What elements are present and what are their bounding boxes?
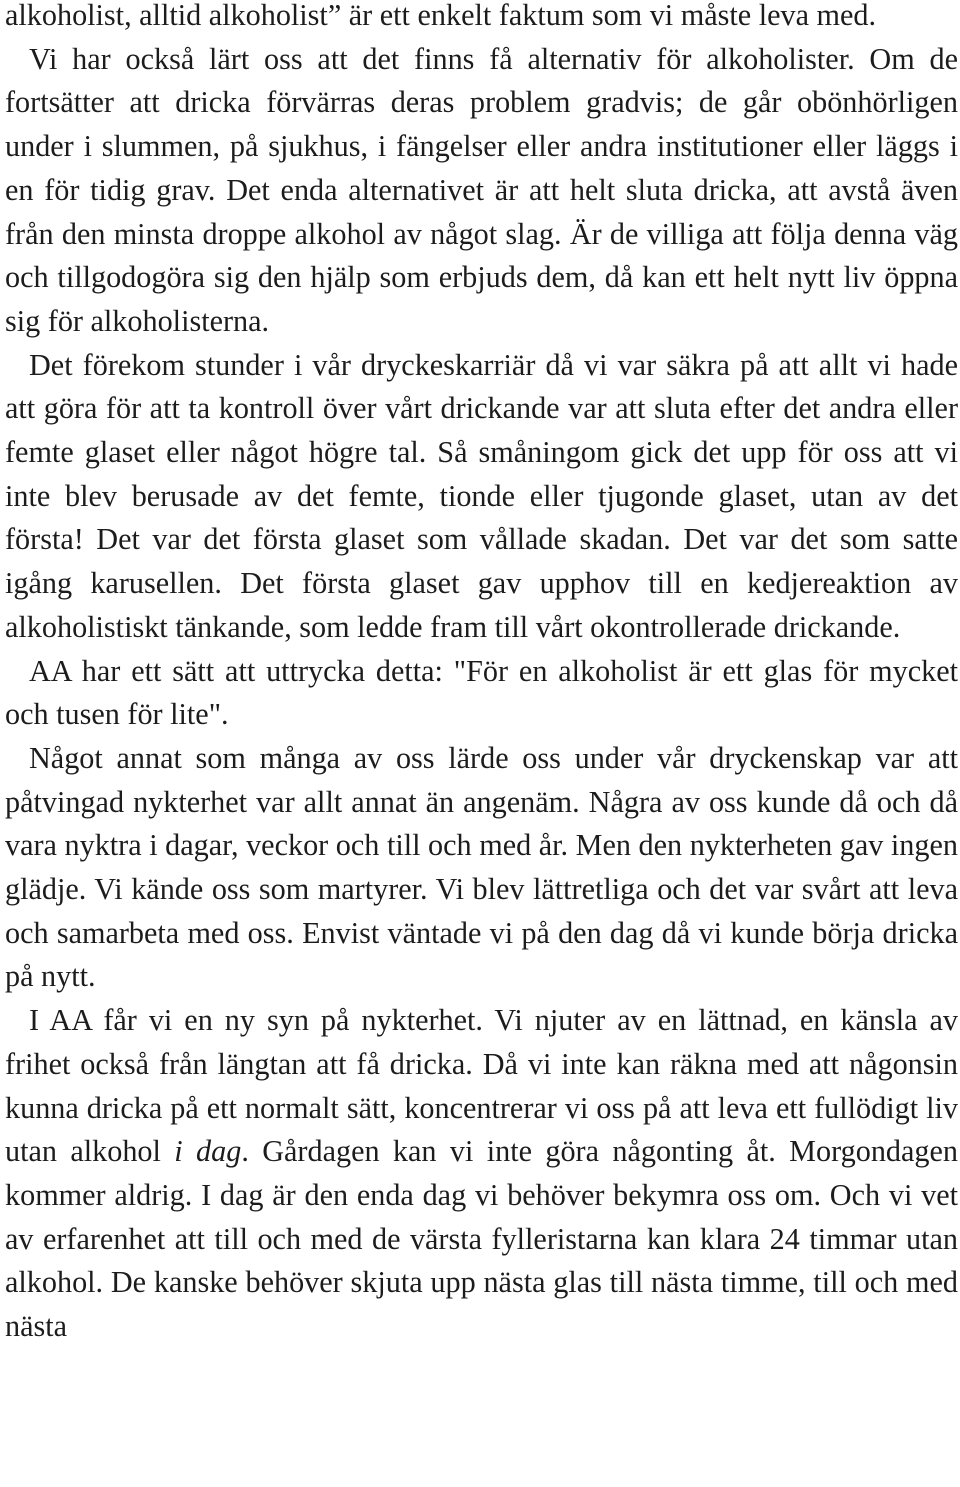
paragraph-text: Vi har också lärt oss att det finns få alternativ för alkoholister. Om de fortsätter att dricka förvärras deras problem gradvis; de går obönhörligen under i slummen, på sjukhus, i fängelser eller andra institutioner eller läggs i en för tidig grav. Det enda alternativet är att helt sluta dricka, att avstå även från den minsta droppe alkohol av något slag. Är de villiga att följa denna väg och tillgodogöra sig den hjälp som erbjuds dem, då kan ett helt nytt liv öppna sig för alkoholisterna. — [5, 41, 958, 338]
paragraph — [5, 999, 958, 1349]
document-page — [5, 0, 958, 1349]
paragraph — [5, 0, 958, 38]
paragraph — [5, 38, 958, 344]
paragraph-text: . Gårdagen kan vi inte göra någonting åt. Morgondagen kommer aldrig. I dag är den enda dag vi behöver bekymra oss om. Och vi vet av erfarenhet att till och med de värsta fylleristarna kan klara 24 timmar utan alkohol. De kanske behöver skjuta upp nästa glas till nästa timme, till och med nästa — [5, 1134, 958, 1344]
paragraph-text: I AA får vi en ny syn på nykterhet. Vi njuter av en lättnad, en känsla av frihet också från längtan att få dricka. Då vi inte kan räkna med att någonsin kunna dricka på ett normalt sätt, koncentrerar vi oss på att leva ett fullödigt liv utan alkohol — [5, 1003, 958, 1169]
emphasis-text: i dag — [174, 1134, 242, 1169]
paragraph-text: Något annat som många av oss lärde oss under vår dryckenskap var att påtvingad nykterhet var allt annat än angenäm. Några av oss kunde då och då vara nyktra i dagar, veckor och till och med år. Men den nykterheten gav ingen glädje. Vi kände oss som martyrer. Vi blev lättretliga och det var svårt att leva och samarbeta med oss. Envist väntade vi på den dag då vi kunde börja dricka på nytt. — [5, 740, 958, 994]
paragraph — [5, 344, 958, 650]
paragraph — [5, 650, 958, 737]
paragraph-text: alkoholist, alltid alkoholist” är ett enkelt faktum som vi måste leva med. — [5, 0, 877, 32]
paragraph-text: Det förekom stunder i vår dryckeskarriär då vi var säkra på att allt vi hade att göra för att ta kontroll över vårt drickande var att sluta efter det andra eller femte glaset eller något högre tal. Så småningom gick det upp för oss att vi inte blev berusade av det femte, tionde eller tjugonde glaset, utan av det första! Det var det första glaset som vållade skadan. Det var det som satte igång karusellen. Det första glaset gav upphov till en kedjereaktion av alkoholistiskt tänkande, som ledde fram till vårt okontrollerade drickande. — [5, 347, 958, 644]
paragraph — [5, 737, 958, 999]
paragraph-text: AA har ett sätt att uttrycka detta: "För en alkoholist är ett glas för mycket och tusen för lite". — [5, 653, 958, 732]
